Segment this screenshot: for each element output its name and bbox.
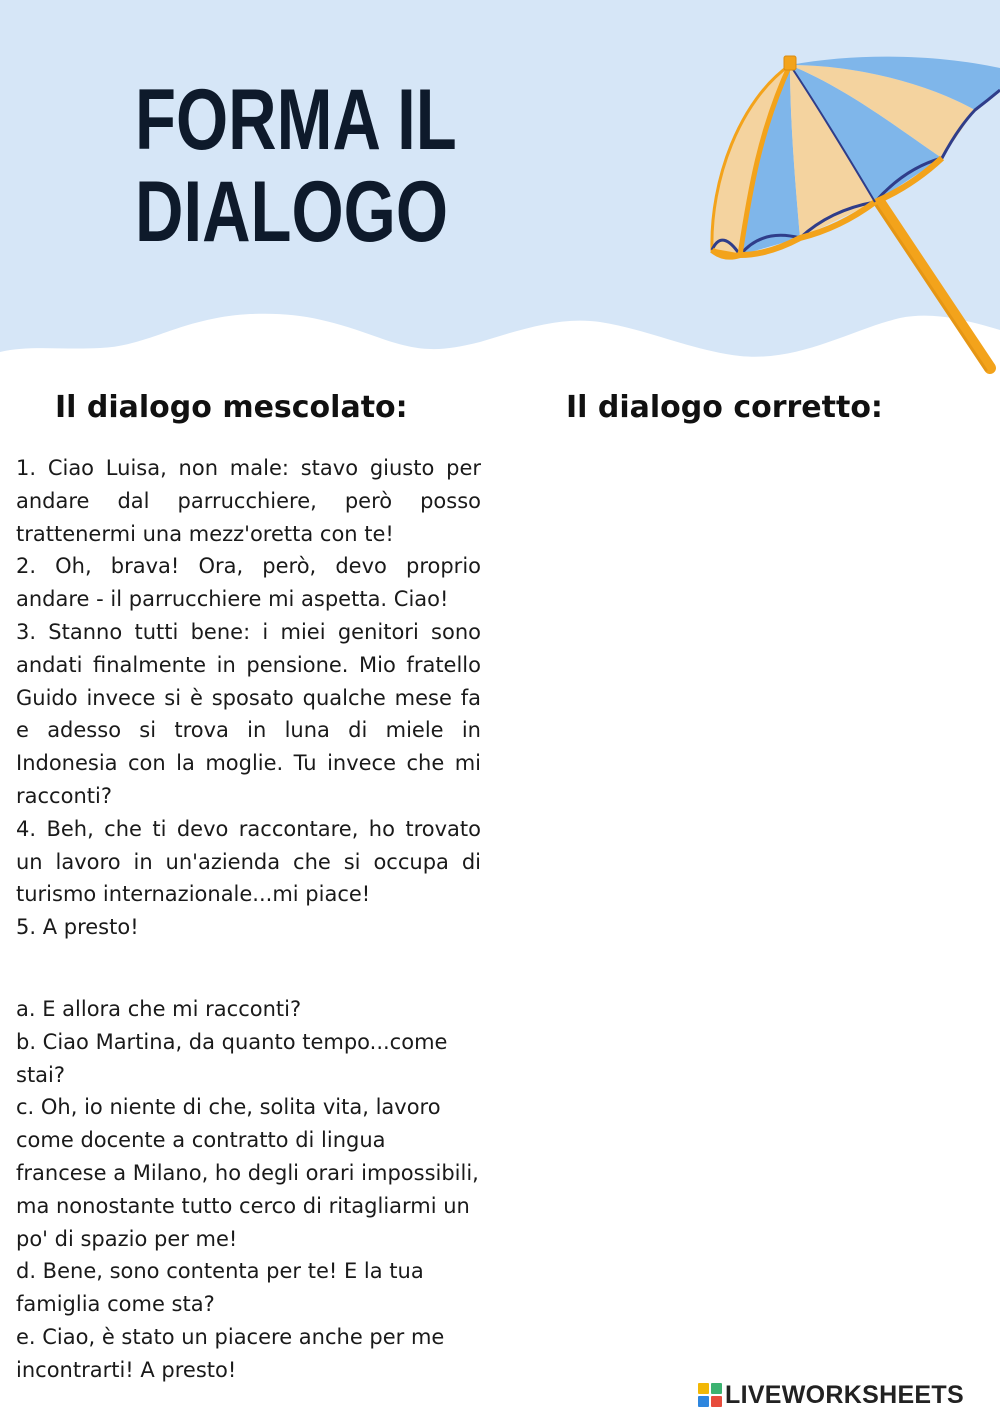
beach-umbrella-icon: [700, 50, 1000, 380]
logo-squares-icon: [698, 1383, 722, 1407]
logo-text: LIVEWORKSHEETS: [725, 1380, 964, 1409]
mixed-dialogue-heading: Il dialogo mescolato:: [55, 390, 408, 425]
liveworksheets-logo: [698, 1380, 964, 1410]
numbered-line-4: 4. Beh, che ti devo raccontare, ho trovato un lavoro in un'azienda che si occupa di turismo internazionale...mi piace!: [16, 816, 481, 907]
page-title: [135, 74, 457, 258]
lettered-line-d: d. Bene, sono contenta per te! E la tua famiglia come sta?: [16, 1259, 424, 1317]
lettered-line-b: b. Ciao Martina, da quanto tempo...come stai?: [16, 1029, 448, 1087]
page-title-line-2: DIALOGO: [135, 164, 449, 260]
lettered-lines-list: [16, 993, 481, 1387]
numbered-line-1: 1. Ciao Luisa, non male: stavo giusto per andare dal parrucchiere, però posso trattenermi una mezz'oretta con te!: [16, 456, 481, 546]
lettered-line-e: e. Ciao, è stato un piacere anche per me incontrarti! A presto!: [16, 1324, 445, 1382]
numbered-lines-list: [16, 452, 481, 944]
correct-dialogue-heading: Il dialogo corretto:: [566, 390, 883, 425]
page-title-line-1: FORMA IL: [135, 72, 457, 168]
numbered-line-3: 3. Stanno tutti bene: i miei genitori sono andati finalmente in pensione. Mio fratello Guido invece si è sposato qualche mese fa e adesso si trova in luna di miele in Indonesia con la moglie. Tu invece che mi racconti?: [16, 619, 481, 808]
numbered-line-2: 2. Oh, brava! Ora, però, devo proprio andare - il parrucchiere mi aspetta. Ciao!: [16, 554, 481, 612]
lettered-line-c: c. Oh, io niente di che, solita vita, lavoro come docente a contratto di lingua francese a Milano, ho degli orari impossibili, ma nonostante tutto cerco di ritagliarmi un po' di spazio per me!: [16, 1095, 479, 1251]
numbered-line-5: 5. A presto!: [16, 915, 139, 940]
lettered-line-a: a. E allora che mi racconti?: [16, 997, 302, 1021]
